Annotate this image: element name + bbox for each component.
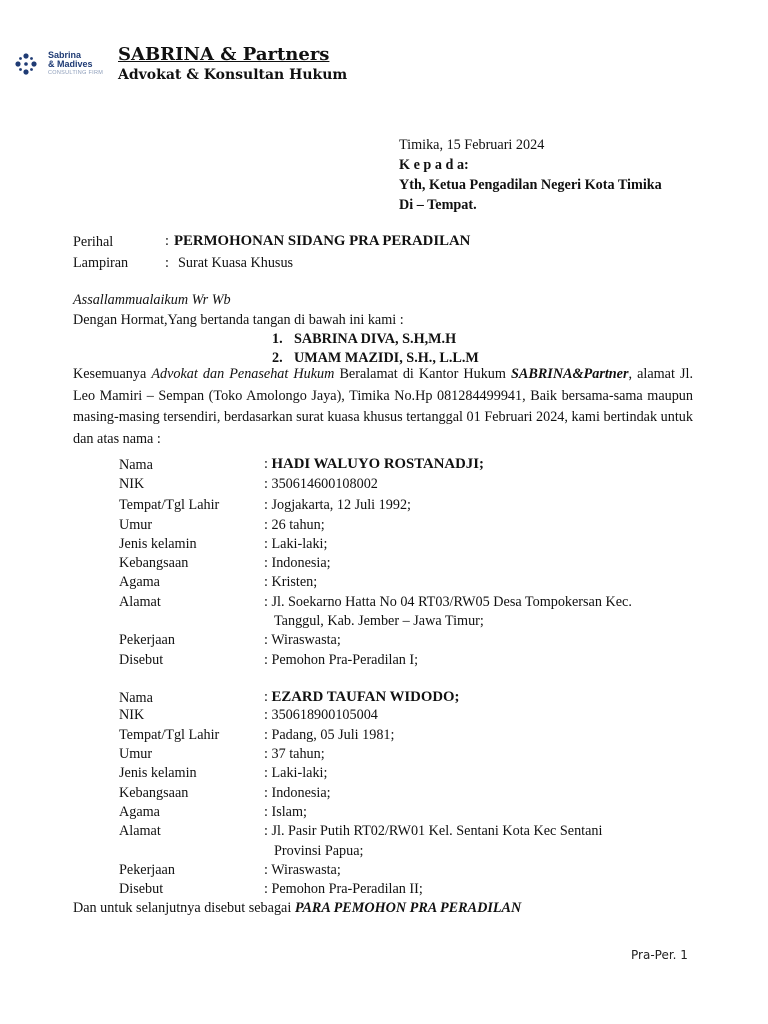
p1-kerja-label: Pekerjaan bbox=[119, 632, 175, 648]
p2-nik-label: NIK bbox=[119, 707, 145, 723]
intro-text: Dengan Hormat,Yang bertanda tangan di bawah ini kami : bbox=[73, 312, 404, 328]
logo-text-line3: CONSULTING FIRM bbox=[48, 70, 104, 76]
recipient-location: Di – Tempat. bbox=[399, 197, 477, 213]
p2-bangsa: : Indonesia; bbox=[264, 785, 331, 801]
p1-kerja: : Wiraswasta; bbox=[264, 632, 341, 648]
lampiran-value: Surat Kuasa Khusus bbox=[178, 255, 294, 271]
recipient: Yth, Ketua Pengadilan Negeri Kota Timika bbox=[399, 177, 662, 193]
authorization-paragraph bbox=[73, 364, 693, 450]
p2-alamat-line2: Provinsi Papua; bbox=[274, 843, 364, 859]
lampiran-label: Lampiran bbox=[73, 255, 129, 271]
p1-agama: : Kristen; bbox=[264, 574, 318, 590]
p2-agama-label: Agama bbox=[119, 804, 160, 820]
p1-bangsa-label: Kebangsaan bbox=[119, 555, 189, 571]
paragraph-part1: Kesemuanya bbox=[73, 366, 152, 382]
p1-umur: : 26 tahun; bbox=[264, 517, 325, 533]
p2-kerja: : Wiraswasta; bbox=[264, 862, 341, 878]
paragraph-role: Advokat dan Penasehat Hukum bbox=[151, 366, 335, 382]
p2-sebut-label: Disebut bbox=[119, 881, 164, 897]
p1-alamat-line2: Tanggul, Kab. Jember – Jawa Timur; bbox=[274, 613, 484, 629]
closing-line bbox=[73, 900, 521, 917]
p1-ttl-label: Tempat/Tgl Lahir bbox=[119, 497, 220, 513]
p1-agama-label: Agama bbox=[119, 574, 160, 590]
p1-nik: : 350614600108002 bbox=[264, 476, 378, 492]
p1-sebut: : Pemohon Pra-Peradilan I; bbox=[264, 652, 419, 668]
perihal-value: PERMOHONAN SIDANG PRA PERADILAN bbox=[174, 233, 471, 249]
page-number: Pra-Per. 1 bbox=[631, 948, 688, 962]
p1-nama-label: Nama bbox=[119, 457, 153, 473]
closing-emphasis: PARA PEMOHON PRA PERADILAN bbox=[294, 900, 522, 916]
p2-agama: : Islam; bbox=[264, 804, 307, 820]
p2-bangsa-label: Kebangsaan bbox=[119, 785, 189, 801]
p2-ttl: : Padang, 05 Juli 1981; bbox=[264, 727, 395, 743]
paragraph-part3: Beralamat di Kantor Hukum bbox=[334, 366, 512, 382]
p1-jk-label: Jenis kelamin bbox=[119, 536, 197, 552]
p1-nama: : HADI WALUYO ROSTANADJI; bbox=[264, 456, 484, 472]
logo-text-line2: & Madives bbox=[48, 59, 93, 69]
advocate-1-name: SABRINA DIVA, S.H,M.H bbox=[294, 331, 457, 347]
p1-bangsa: : Indonesia; bbox=[264, 555, 331, 571]
paragraph-firm: SABRINA&Partner bbox=[511, 366, 629, 382]
paragraph-part5: , alamat Jl. Leo Mamiri – Sempan (Toko Amolongo Jaya), Timika No.Hp 081284499941, Baik bersama-sama maupun masing-masing tersendiri, berdasarkan surat kuasa khusus tertanggal 01 Februari 2024, kami bertindak untuk dan atas nama : bbox=[73, 366, 693, 447]
place-date: Timika, 15 Februari 2024 bbox=[399, 137, 545, 153]
p1-jk: : Laki-laki; bbox=[264, 536, 328, 552]
p2-jk: : Laki-laki; bbox=[264, 765, 328, 781]
p2-kerja-label: Pekerjaan bbox=[119, 862, 175, 878]
firm-logo-icon bbox=[14, 50, 48, 78]
p2-nama-label: Nama bbox=[119, 690, 153, 706]
advocate-1-number: 1. bbox=[272, 331, 283, 347]
p1-umur-label: Umur bbox=[119, 517, 153, 533]
firm-tagline: Advokat & Konsultan Hukum bbox=[118, 67, 348, 83]
closing-text: Dan untuk selanjutnya disebut sebagai bbox=[73, 900, 295, 916]
logo-text-line1: Sabrina bbox=[48, 50, 82, 60]
advocate-2-name: UMAM MAZIDI, S.H., L.L.M bbox=[294, 350, 479, 366]
p2-umur-label: Umur bbox=[119, 746, 153, 762]
p1-nik-label: NIK bbox=[119, 476, 145, 492]
perihal-label: Perihal bbox=[73, 234, 114, 250]
kepada-label: K e p a d a: bbox=[399, 157, 469, 173]
p2-nik: : 350618900105004 bbox=[264, 707, 378, 723]
p2-sebut: : Pemohon Pra-Peradilan II; bbox=[264, 881, 423, 897]
greeting: Assallammualaikum Wr Wb bbox=[73, 292, 231, 308]
p2-alamat-line1: : Jl. Pasir Putih RT02/RW01 Kel. Sentani Kota Kec Sentani bbox=[264, 823, 603, 839]
p2-jk-label: Jenis kelamin bbox=[119, 765, 197, 781]
p2-alamat-label: Alamat bbox=[119, 823, 161, 839]
p2-ttl-label: Tempat/Tgl Lahir bbox=[119, 727, 220, 743]
advocate-2-number: 2. bbox=[272, 350, 283, 366]
p2-nama: : EZARD TAUFAN WIDODO; bbox=[264, 689, 460, 705]
p1-nama-value: HADI WALUYO ROSTANADJI; bbox=[271, 456, 484, 472]
p2-umur: : 37 tahun; bbox=[264, 746, 325, 762]
lampiran-colon: : bbox=[165, 255, 169, 271]
perihal-colon: : bbox=[165, 233, 169, 249]
p2-nama-value: EZARD TAUFAN WIDODO; bbox=[271, 689, 460, 705]
p1-ttl: : Jogjakarta, 12 Juli 1992; bbox=[264, 497, 411, 513]
firm-name: SABRINA & Partners bbox=[118, 44, 330, 65]
p1-alamat-line1: : Jl. Soekarno Hatta No 04 RT03/RW05 Desa Tompokersan Kec. bbox=[264, 594, 632, 610]
p1-sebut-label: Disebut bbox=[119, 652, 164, 668]
p1-alamat-label: Alamat bbox=[119, 594, 161, 610]
